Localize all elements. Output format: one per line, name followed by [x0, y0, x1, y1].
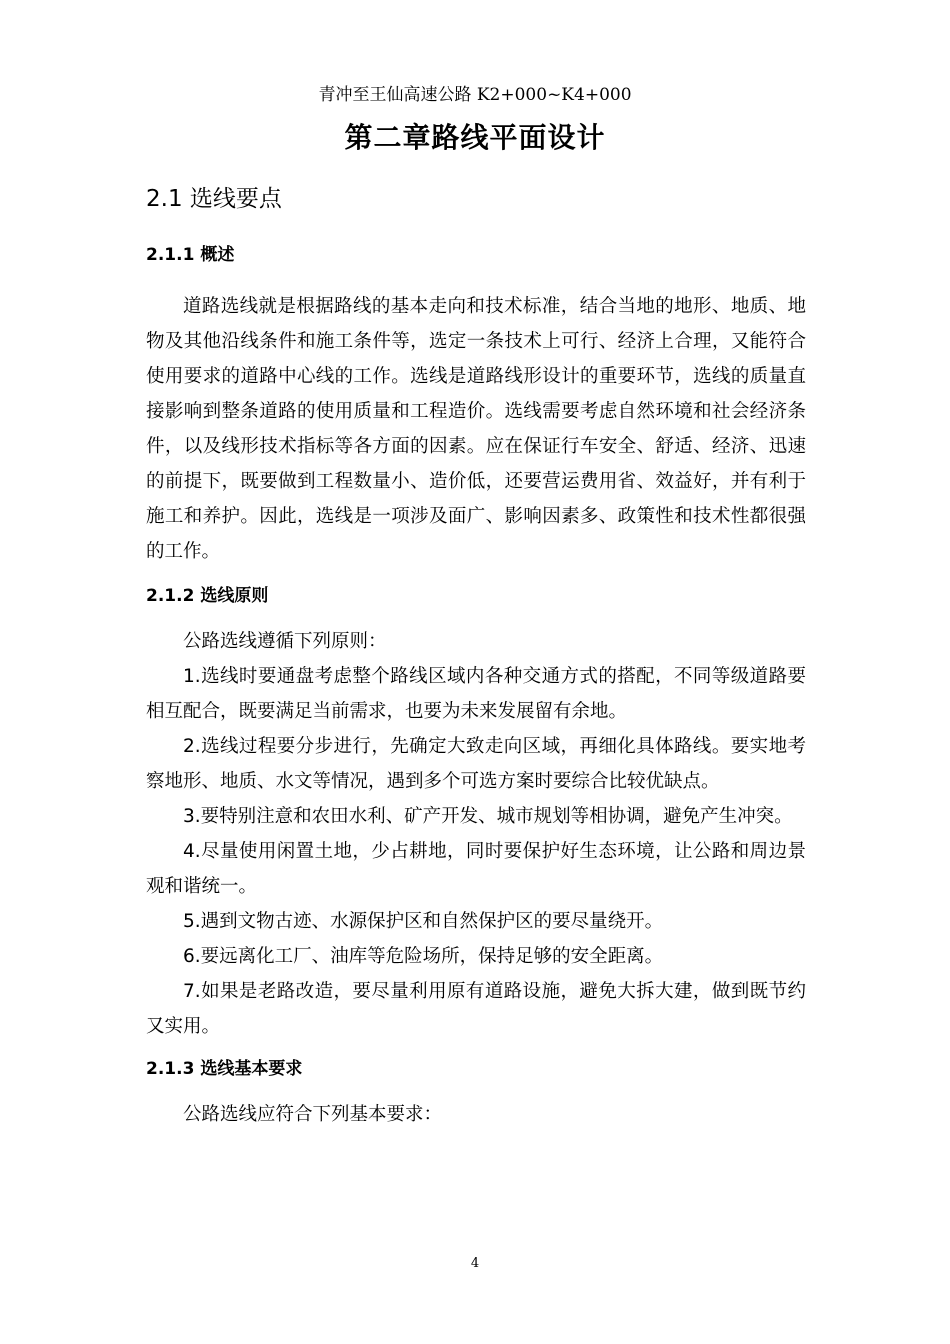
list-item: 2.选线过程要分步进行，先确定大致走向区域，再细化具体路线。要实地考察地形、地质、水文等情况，遇到多个可选方案时要综合比较优缺点。: [146, 736, 806, 792]
body-content: [146, 238, 806, 1132]
list-item: 6.要远离化工厂、油库等危险场所，保持足够的安全距离。: [183, 946, 664, 967]
list-item: 3.要特别注意和农田水利、矿产开发、城市规划等相协调，避免产生冲突。: [183, 806, 793, 827]
paragraph: 道路选线就是根据路线的基本走向和技术标准，结合当地的地形、地质、地物及其他沿线条件和施工条件等，选定一条技术上可行、经济上合理，又能符合使用要求的道路中心线的工作。选线是道路线形设计的重要环节，选线的质量直接影响到整条道路的使用质量和工程造价。选线需要考虑自然环境和社会经济条件，以及线形技术指标等各方面的因素。应在保证行车安全、舒适、经济、迅速的前提下，既要做到工程数量小、造价低，还要营运费用省、效益好，并有利于施工和养护。因此，选线是一项涉及面广、影响因素多、政策性和技术性都很强的工作。: [146, 296, 806, 562]
list-item: 5.遇到文物古迹、水源保护区和自然保护区的要尽量绕开。: [183, 911, 664, 932]
subsection-title: 2.1.1 概述: [146, 245, 235, 265]
list-item: 4.尽量使用闲置土地，少占耕地，同时要保护好生态环境，让公路和周边景观和谐统一。: [146, 841, 806, 897]
subsection-title: 2.1.2 选线原则: [146, 586, 269, 606]
paragraph: 公路选线应符合下列基本要求：: [183, 1104, 443, 1125]
section-title: 2.1 选线要点: [146, 186, 282, 212]
subsection-title: 2.1.3 选线基本要求: [146, 1059, 303, 1079]
page-number: 4: [470, 1256, 480, 1271]
paragraph: 公路选线遵循下列原则：: [183, 631, 387, 652]
list-item: 1.选线时要通盘考虑整个路线区域内各种交通方式的搭配，不同等级道路要相互配合，既要满足当前需求，也要为未来发展留有余地。: [146, 666, 806, 722]
chapter-title: 第二章路线平面设计: [344, 121, 606, 154]
running-header: 青冲至王仙高速公路 K2+000~K4+000: [318, 85, 632, 105]
list-item: 7.如果是老路改造，要尽量利用原有道路设施，避免大拆大建，做到既节约又实用。: [146, 981, 806, 1037]
